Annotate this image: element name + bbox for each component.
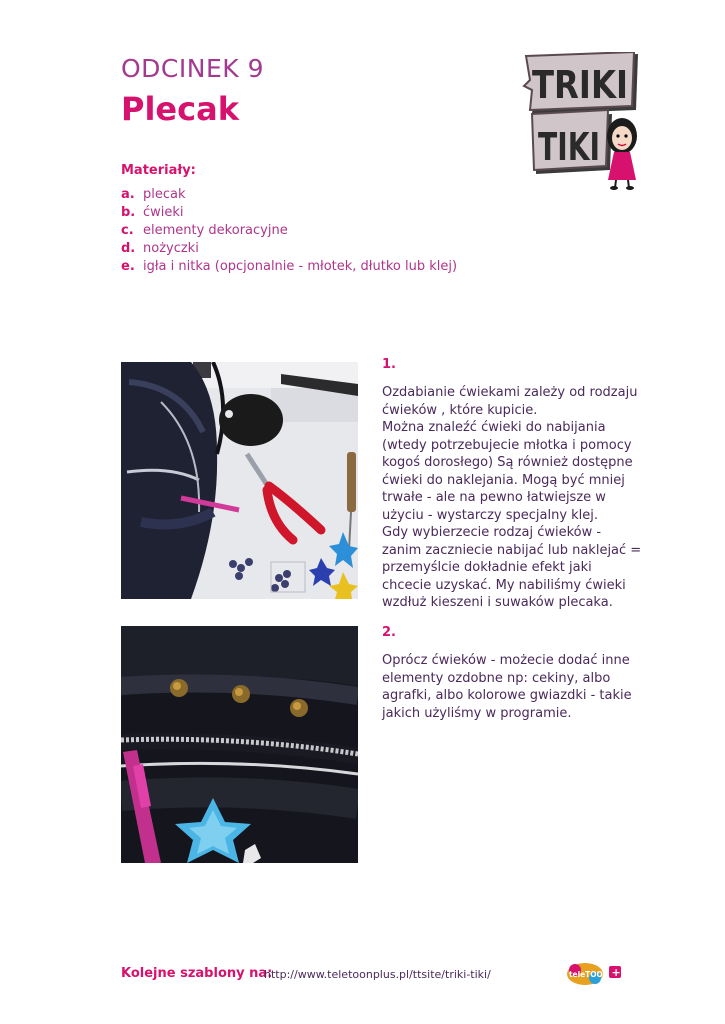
page-title: Plecak: [121, 90, 239, 128]
logo-text-tiki: TIKI: [538, 125, 600, 169]
footer-label: Kolejne szablony na:: [121, 966, 273, 981]
list-item: c. elementy dekoracyjne: [121, 223, 288, 238]
triki-tiki-logo: [522, 52, 644, 190]
materials-heading: Materiały:: [121, 163, 196, 178]
list-item: a. plecak: [121, 187, 186, 202]
teletoon-wordmark: teleTOON: [569, 970, 609, 979]
episode-label: ODCINEK 9: [121, 54, 265, 83]
list-item: e. igła i nitka (opcjonalnie - młotek, dłutko lub klej): [121, 259, 458, 274]
logo-text-triki: TRIKI: [532, 63, 628, 107]
step2-number: 2.: [382, 625, 396, 640]
step1-photo: [121, 362, 358, 599]
footer-link[interactable]: http://www.teletoonplus.pl/ttsite/triki-tiki/: [264, 968, 491, 981]
list-item: d. nożyczki: [121, 241, 199, 256]
materials-list: [121, 186, 457, 276]
step1-text: Ozdabianie ćwiekami zależy od rodzaju ćwieków , które kupicie. Można znaleźć ćwieki do nabijania (wtedy potrzebujecie młotka i pomocy kogoś dorosłego) Są również dostępne ćwieki do naklejania. Mogą być mniej trwałe - ale na pewno łatwiejsze w użyciu - wystarczy specjalny klej. Gdy wybierzecie rodzaj ćwieków - zanim zaczniecie nabijać lub naklejać = przemyślcie dokładnie efekt jaki chcecie uzyskać. My nabiliśmy ćwieki wzdłuż kieszeni i suwaków plecaka.: [382, 385, 642, 610]
step2-photo: [121, 626, 358, 863]
teletoon-plus-logo: [565, 960, 621, 988]
girl-character-icon: [607, 118, 637, 190]
teletoon-plus-sign: +: [611, 966, 621, 979]
step2-text: Oprócz ćwieków - możecie dodać inne elementy ozdobne np: cekiny, albo agrafki, albo kolorowe gwiazdki - takie jakich użyliśmy w programie.: [382, 653, 632, 721]
step1-number: 1.: [382, 357, 396, 372]
list-item: b. ćwieki: [121, 205, 184, 220]
